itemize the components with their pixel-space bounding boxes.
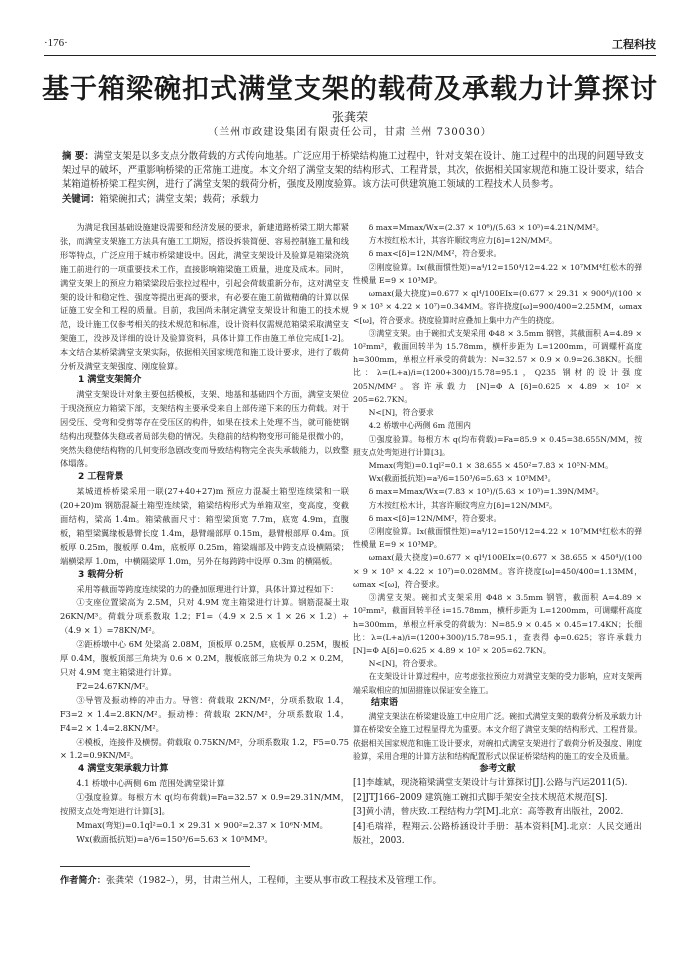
paper-title: 基于箱梁碗扣式满堂支架的载荷及承载力计算探讨 <box>42 74 658 105</box>
keywords-text: 箱梁碗扣式；满堂支架；载荷；承载力 <box>99 193 259 205</box>
body-paragraph: δ max<[δ]=12N/MM²，符合要求。 <box>368 249 502 259</box>
body-paragraph: ③满堂支架。由于碗扣式支架采用 Φ48 × 3.5mm 钢管，其截面积 A=4.89 × 10²mm²，截面回转半为 15.78mm，横杆步距为 L=1200mm，可调螺杆高度 h=300mm，单根立杆承受的荷载为：N=32.57 × 0.9 × 0.9=26.38KN。长细比：λ=(L+a)/i=(1200+300)/15.78=95.1，Q235 钢材的设计强度 205N/MM²。容许承载力 [N]=Φ A [δ]=0.625 × 4.89 × 10² × 205=62.7KN。 <box>353 328 642 404</box>
right-column <box>353 221 642 849</box>
body-paragraph: 某城道桥桥梁采用一联(27+40+27)m 预应力混凝土箱型连续梁和一联(20+20)m 钢筋混凝土箱型连续梁，箱梁结构形式为单箱双室，变高度，变截面结构，梁高 1.4m。箱梁截面尺寸：箱型梁顶宽 7.7m，底宽 4.9m，直腹板，箱型梁翼缘板悬臂长度 1.4m，悬臂端部厚 0.15m，悬臂根部厚 0.4m。顶板厚 0.25m，腹板厚 0.4m，底板厚 0.25m，箱梁端部及中跨支点设横隔梁；端横梁厚 1.0m，中横隔梁厚 1.0m，另外在每跨跨中设厚 0.3m 的横隔板。 <box>60 486 349 566</box>
section-heading: 结束语 <box>371 697 399 708</box>
abstract-label: 摘 要： <box>62 151 94 162</box>
section-heading: 2 工程背景 <box>78 472 124 483</box>
body-paragraph: 在支架设计计算过程中，应考虑张拉预应力对满堂支架的受力影响，应对支架两端采取相应的加固措施以保证安全施工。 <box>353 672 642 695</box>
left-column <box>60 221 349 847</box>
references-heading: 参考文献 <box>479 763 516 774</box>
footnote-text: 张龚荣（1982–），男，甘肃兰州人，工程师，主要从事市政工程技术及管理工作。 <box>105 875 442 886</box>
body-paragraph: 为满足我国基础设施建设需要和经济发展的要求，新建道路桥梁工期大都紧张，而满堂支架施工方法具有施工工期短，搭设拆装简便、容易控制施工量和线形等特点，广泛应用于城市桥梁建设中。因此，满堂支架设计及验算是箱梁浇筑施工前进行的一项重要技术工作，直接影响箱梁施工质量，进度及成本。同时，满堂支架上的预应力箱梁梁段后张拉过程中，引起会荷载重新分布，这对满堂支架的设计和稳定性、强度等提出更高的要求，有必要在施工前做精确的计算以保证施工安全和工程的质量。目前，我国尚未制定满堂支架设计和施工的技术规范，设计施工仅参考相关的技术规范和标准，设计资料仅需规范箱梁采取满堂支架施工，没涉及详细的设计及验算资料，具体计算工作由施工单位完成[1-2]。本文结合某桥梁满堂支架实际，依据相关国家规范和施工设计要求，进行了载荷分析及满堂支架强度、刚度验算。 <box>60 222 349 372</box>
body-paragraph: 采用等截面等跨度连续梁的力的叠加原理进行计算，具体计算过程如下： <box>76 583 339 594</box>
body-paragraph: ωmax(最大挠度)=0.677 × ql⁴/100EIx=(0.677 × 38.655 × 450⁴)/(100 × 9 × 10³ × 4.22 × 10⁷)=0.028MM。容许挠度[ω]=450/400=1.13MM，ωmax <[ω]，符合要求。 <box>353 553 642 589</box>
author-name: 张龚荣 <box>331 110 368 124</box>
body-paragraph: δ max=Mmax/Wx=(2.37 × 10⁶)/(5.63 × 10⁵)=4.21N/MM²。 <box>368 223 604 232</box>
page-number: ·176· <box>44 37 68 49</box>
reference-item: [3]黄小清，曾庆致.工程结构力学[M].北京：高等教育出版社，2002. <box>353 807 624 818</box>
section-heading: 4 满堂支架承载力计算 <box>78 764 169 775</box>
abstract-paragraph <box>62 150 644 193</box>
body-paragraph: 满堂支架设计对象主要包括模板，支架、地基和基础四个方面，满堂支架位于现浇预应力箱梁下部，支架结构主要承受来自上部传递下来的压力荷载。对于因受压、受弯和受剪等存在受压区的构件，如果在技术上处理不当，就可能使钢结构出现整体失稳或者局部失稳的情况。失稳前的结构物变形可能是很微小的，突然失稳使结构物的几何变形急剧改变而导致结构物完全丧失承载能力，以致整体塌落。 <box>60 388 349 469</box>
body-paragraph: 4.2 桥墩中心两侧 6m 范围内 <box>368 421 471 431</box>
body-paragraph: ③满堂支架。碗扣式支架采用 Φ48 × 3.5mm 钢管，截面积 A=4.89 × 10²mm²，截面回转半径 i=15.78mm，横杆步距为 L=1200mm，可调螺杆高度 h=300mm，单根立杆承受的荷载为：N=85.9 × 0.45 × 0.45=17.4KN；长细比：λ=(L+a)/i=(1200+300)/15.78=95.1，查表得 ф=0.625；容许承载力[N]=Φ A[δ]=0.625 × 4.89 × 10² × 205=62.7KN。 <box>353 593 642 655</box>
body-paragraph: 满堂支架法在桥梁建设施工中应用广泛。碗扣式满堂支架的载荷分析及承载力计算在桥梁安全施工过程显得尤为重要。本文介绍了满堂支架的结构形式、工程背景。依据相关国家规范和施工设计要求，对碗扣式满堂支架进行了载荷分析及强度、刚度验算，采用合理的计算方法和结构配置形式以保证桥梁结构的施工的安全及质量。 <box>353 712 642 761</box>
body-paragraph: 4.1 桥墩中心两侧 6m 范围处满堂梁计算 <box>76 778 225 789</box>
body-paragraph: Wx(截面抵抗矩)=a³/6=150³/6=5.63 × 10⁵MM³。 <box>76 833 273 844</box>
reference-item: [4]毛瑞祥，程翔云.公路桥涵设计手册：基本资料[M].北京：人民交通出版社，2003. <box>353 821 642 847</box>
section-heading: 1 满堂支架简介 <box>78 374 142 385</box>
body-paragraph: Wx(截面抵抗矩)=a³/6=150³/6=5.63 × 10⁵MM³。 <box>368 474 556 484</box>
body-paragraph: F2=24.67KN/M²。 <box>76 680 154 691</box>
body-paragraph: 方木按红松木计，其容许顺纹弯应力[δ]=12N/MM²。 <box>368 500 557 510</box>
body-paragraph: ②刚度验算。Ix(截面惯性矩)=a⁴/12=150⁴/12=4.22 × 10⁷MM⁴红松木的弹性模量 E=9 × 10³MP。 <box>353 527 642 550</box>
body-paragraph: δ max=Mmax/Wx=(7.83 × 10⁵)/(5.63 × 10⁵)=1.39N/MM²。 <box>368 487 604 497</box>
body-paragraph: ①支座位置梁高为 2.5M，只对 4.9M 宽主箱梁进行计算。钢筋混凝土取 26KN/M³。荷载分项系数取 1.2；F1=（4.9 × 2.5 × 1 × 26 × 1.2）÷（4.9 × 1）=78KN/M²。 <box>60 597 349 636</box>
body-paragraph: ①强度验算。每根方木 q(均布荷载)=Fa=85.9 × 0.45=38.655N/MM，按照支点处弯矩进行计算[3]。 <box>353 434 642 457</box>
body-paragraph: ωmax(最大挠度)=0.677 × ql⁴/100EIx=(0.677 × 29.31 × 900⁴)/(100 × 9 × 10³ × 4.22 × 10⁷)=0.34MM。容许挠度[ω]=900/400=2.25MM，ωmax <[ω]，符合要求。挠度验算时应叠加上集中力产生的挠度。 <box>353 289 642 325</box>
keywords-label: 关键词： <box>62 193 100 205</box>
abstract-block <box>62 150 644 207</box>
reference-item: [1]李雄斌，现浇箱梁满堂支架设计与计算探讨[J].公路与汽运2011(5). <box>353 778 628 789</box>
body-paragraph: ④模板，连接件及横愣。荷载取 0.75KN/M²，分项系数取 1.2，F5=0.75 × 1.2=0.9KN/M²。 <box>60 736 349 761</box>
page-header <box>44 34 656 52</box>
header-rule <box>44 55 656 56</box>
journal-name: 工程科技 <box>612 38 656 51</box>
keywords-paragraph <box>62 193 644 207</box>
body-paragraph: ②距桥墩中心 6M 处梁高 2.08M，顶板厚 0.25M，底板厚 0.25M，腹板厚 0.4M，腹板顶部三角块为 0.6 × 0.2M，腹板底部三角块为 0.2 × 0.2M，只对 4.9M 宽主箱梁进行计算。 <box>60 639 349 677</box>
body-paragraph: ③导管及振动棒的冲击力。导管：荷载取 2KN/M²，分项系数取 1.4，F3=2 × 1.4=2.8KN/M²。振动棒：荷载取 2KN/M²，分项系数取 1.4，F4=2 × 1.4=2.8KN/M²。 <box>60 694 349 733</box>
body-paragraph: ②刚度验算。Ix(截面惯性矩)=a⁴/12=150⁴/12=4.22 × 10⁷MM⁴红松木的弹性模量 E=9 × 10³MP。 <box>353 262 642 285</box>
body-paragraph: N<[N]，符合要求 <box>368 408 434 418</box>
body-paragraph: Mmax(弯矩)=0.1ql²=0.1 × 29.31 × 900²=2.37 × 10⁶N·MM。 <box>76 819 328 830</box>
reference-item: [2]JTJ166–2009 建筑施工碗扣式脚手架安全技术规范术规范[S]. <box>353 792 608 803</box>
affiliation: （兰州市政建设集团有限责任公司，甘肃 兰州 730030） <box>208 127 492 138</box>
footnote-rule <box>60 866 250 867</box>
footnote-label: 作者简介： <box>60 875 106 886</box>
body-paragraph: ①强度验算。每根方木 q(均布荷载)=Fa=32.57 × 0.9=29.31N/MM，按照支点处弯矩进行计算[3]。 <box>60 792 349 817</box>
body-paragraph: Mmax(弯矩)=0.1ql²=0.1 × 38.655 × 450²=7.83 × 10⁵N·MM。 <box>368 460 613 470</box>
body-paragraph: 方木按红松木计，其容许顺纹弯应力[δ]=12N/MM²。 <box>368 236 557 246</box>
abstract-text: 满堂支架是以多支点分散荷载的方式传向地基。广泛应用于桥梁结构施工过程中，针对支架在设计、施工过程中的出现的问题导致支架过早的破坏，严重影响桥梁的正常施工进度。本文介绍了满堂支架的结构形式、工程背景，其次，依据相关国家规范和施工设计要求，结合某箱道桥桥梁工程实例，进行了满堂支架的载荷分析，强度及刚度验算。该方法可供建筑施工领域的工程技术人员参考。 <box>62 151 644 191</box>
section-heading: 3 载荷分析 <box>78 569 124 580</box>
author-footnote <box>60 874 644 888</box>
body-paragraph: δ max<[δ]=12N/MM²，符合要求。 <box>368 513 502 523</box>
body-paragraph: N<[N]，符合要求。 <box>368 659 442 669</box>
